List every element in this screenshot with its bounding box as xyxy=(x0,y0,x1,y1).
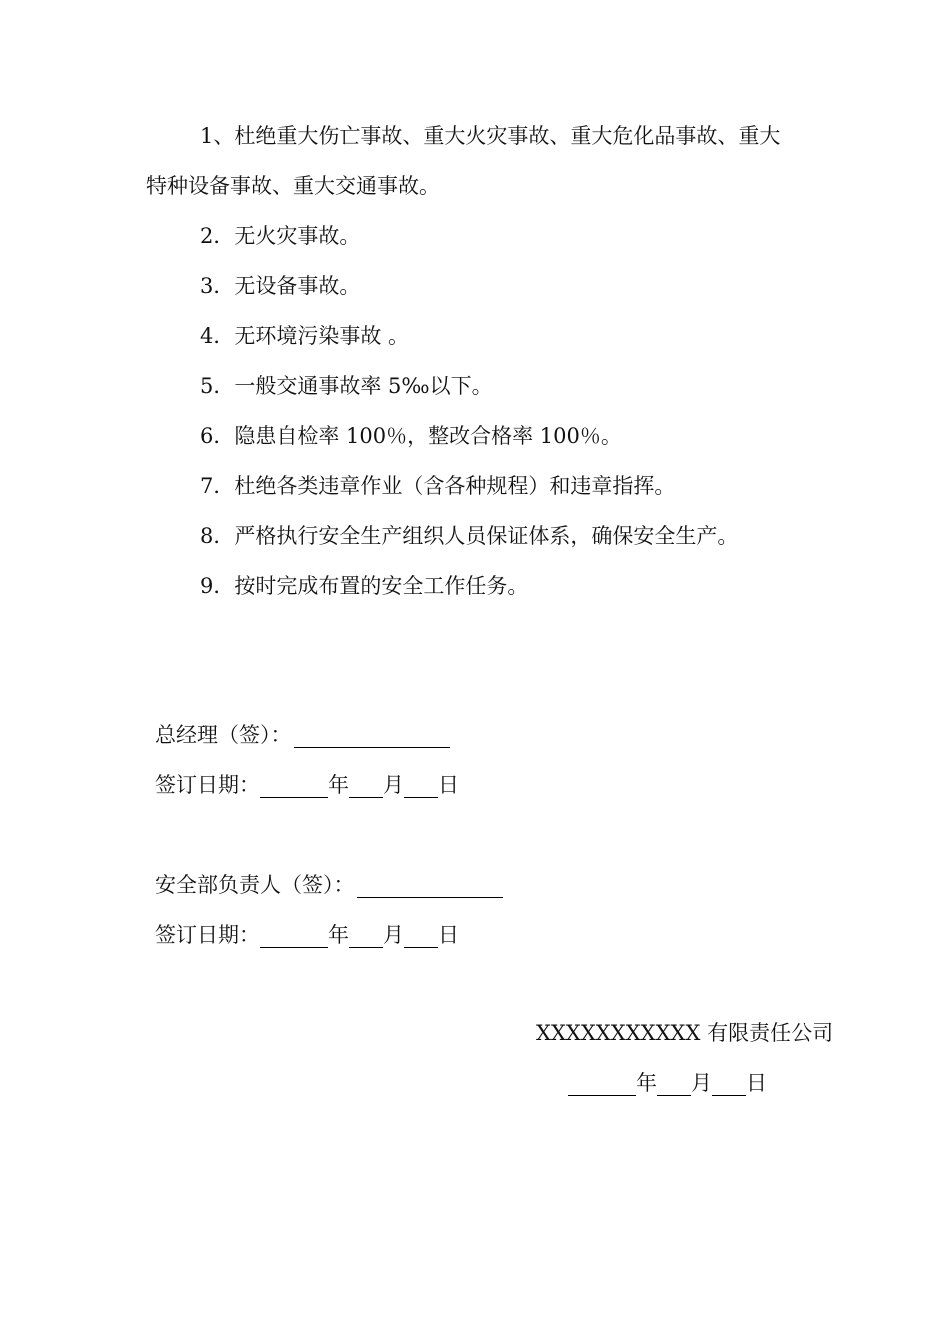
item-9: 9．按时完成布置的安全工作任务。 xyxy=(200,574,529,598)
safety-date-row xyxy=(155,925,459,948)
company-date-month-field[interactable] xyxy=(657,1073,691,1096)
safety-signature-row xyxy=(155,875,503,898)
safety-date-day-label: 日 xyxy=(438,923,459,947)
safety-date-day-field[interactable] xyxy=(404,925,438,948)
gm-signature-row xyxy=(155,725,450,748)
gm-date-day-field[interactable] xyxy=(404,775,438,798)
gm-date-month-field[interactable] xyxy=(349,775,383,798)
safety-date-label: 签订日期： xyxy=(155,923,260,947)
gm-signature-field[interactable] xyxy=(294,725,450,748)
item-3: 3．无设备事故。 xyxy=(200,274,361,298)
safety-date-month-label: 月 xyxy=(383,923,404,947)
item-1-line-1: 1、杜绝重大伤亡事故、重大火灾事故、重大危化品事故、重大 xyxy=(200,124,781,148)
gm-date-row xyxy=(155,775,459,798)
safety-date-year-label: 年 xyxy=(328,923,349,947)
item-2: 2．无火灾事故。 xyxy=(200,224,361,248)
gm-date-year-field[interactable] xyxy=(260,775,328,798)
company-date-day-field[interactable] xyxy=(712,1073,746,1096)
safety-signature-field[interactable] xyxy=(357,875,503,898)
gm-date-day-label: 日 xyxy=(438,773,459,797)
safety-signature-label: 安全部负责人（签）： xyxy=(155,873,355,897)
item-7: 7．杜绝各类违章作业（含各种规程）和违章指挥。 xyxy=(200,474,676,498)
gm-signature-label: 总经理（签）： xyxy=(155,723,292,747)
safety-date-month-field[interactable] xyxy=(349,925,383,948)
item-5: 5．一般交通事故率 5‰以下。 xyxy=(200,374,493,398)
company-date-day-label: 日 xyxy=(746,1071,767,1095)
item-8: 8．严格执行安全生产组织人员保证体系，确保安全生产。 xyxy=(200,524,739,548)
company-date-year-field[interactable] xyxy=(568,1073,636,1096)
company-date-row xyxy=(568,1073,767,1096)
company-name: XXXXXXXXXXX 有限责任公司 xyxy=(536,1021,834,1045)
safety-date-year-field[interactable] xyxy=(260,925,328,948)
company-date-year-label: 年 xyxy=(636,1071,657,1095)
gm-date-year-label: 年 xyxy=(328,773,349,797)
item-1-line-2: 特种设备事故、重大交通事故。 xyxy=(146,174,440,198)
gm-date-month-label: 月 xyxy=(383,773,404,797)
item-4: 4．无环境污染事故 。 xyxy=(200,324,410,348)
gm-date-label: 签订日期： xyxy=(155,773,260,797)
company-date-month-label: 月 xyxy=(691,1071,712,1095)
item-6: 6．隐患自检率 100％，整改合格率 100％。 xyxy=(200,424,622,448)
